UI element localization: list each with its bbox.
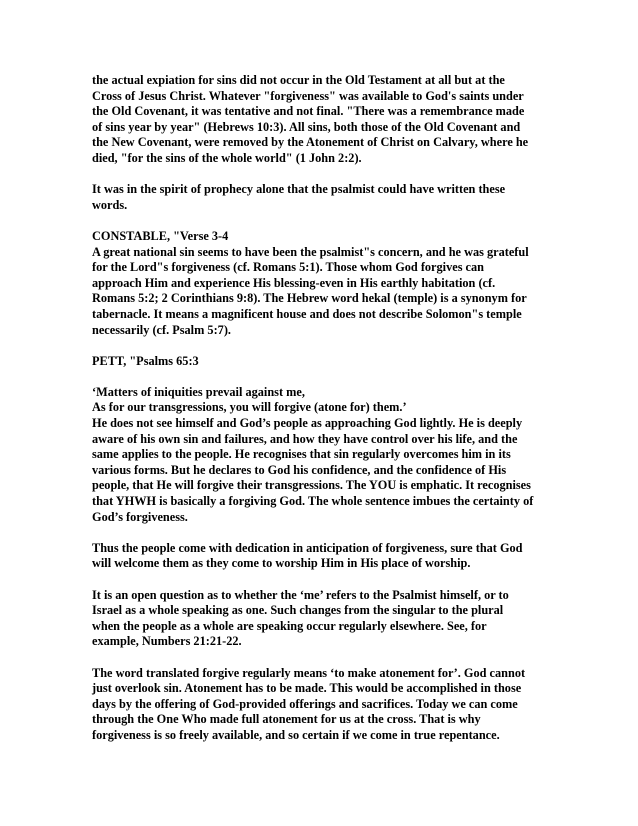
paragraph-pett-commentary: ‘Matters of iniquities prevail against me, As for our transgressions, you will forgive (atone for) them.’ He does not see himself and God’s people as approaching God lightly. He is deeply aware of his own sin and failures, and how they have control over his life, and the same applies to the people. He recognises that sin regularly overcomes him in its various forms. But he declares to God his confidence, and the confidence of His people, that He will forgive their transgressions. The YOU is emphatic. It recognises that YHWH is basically a forgiving God. The whole sentence imbues the certainty of God’s forgiveness. (92, 384, 534, 524)
paragraph-prophecy: It was in the spirit of prophecy alone that the psalmist could have written these words. (92, 182, 506, 212)
document-page (92, 73, 562, 759)
heading-pett: PETT, "Psalms 65:3 (92, 353, 199, 368)
paragraph-dedication: Thus the people come with dedication in anticipation of forgiveness, sure that God will welcome them as they come to worship Him in His place of worship. (92, 540, 523, 571)
paragraph-open-question: It is an open question as to whether the ‘me’ refers to the Psalmist himself, or to Israel as a whole speaking as one. Such changes from the singular to the plural when the people as a whole are speaking occur regularly elsewhere. See, for example, Numbers 21:21-22. (92, 587, 509, 649)
paragraph-constable: CONSTABLE, "Verse 3-4 A great national sin seems to have been the psalmist"s concern, and he was grateful for the Lord"s forgiveness (cf. Romans 5:1). Those whom God forgives can approach Him and experience His blessing-even in His earthly habitation (cf. Romans 5:2; 2 Corinthians 9:8). The Hebrew word hekal (temple) is a synonym for tabernacle. It means a magnificent house and does not describe Solomon"s temple necessarily (cf. Psalm 5:7). (92, 228, 529, 337)
paragraph-atonement: The word translated forgive regularly means ‘to make atonement for’. God cannot just overlook sin. Atonement has to be made. This would be accomplished in those days by the offering of God-provided offerings and sacrifices. Today we can come through the One Who made full atonement for us at the cross. That is why forgiveness is so freely available, and so certain if we come in true repentance. (92, 665, 526, 742)
paragraph-expiation: the actual expiation for sins did not occur in the Old Testament at all but at the Cross of Jesus Christ. Whatever "forgiveness" was available to God's saints under the Old Covenant, it was tentative and not final. "There was a remembrance made of sins year by year" (Hebrews 10:3). All sins, both those of the Old Covenant and the New Covenant, were removed by the Atonement of Christ on Calvary, where he died, "for the sins of the whole world" (1 John 2:2). (92, 73, 529, 165)
